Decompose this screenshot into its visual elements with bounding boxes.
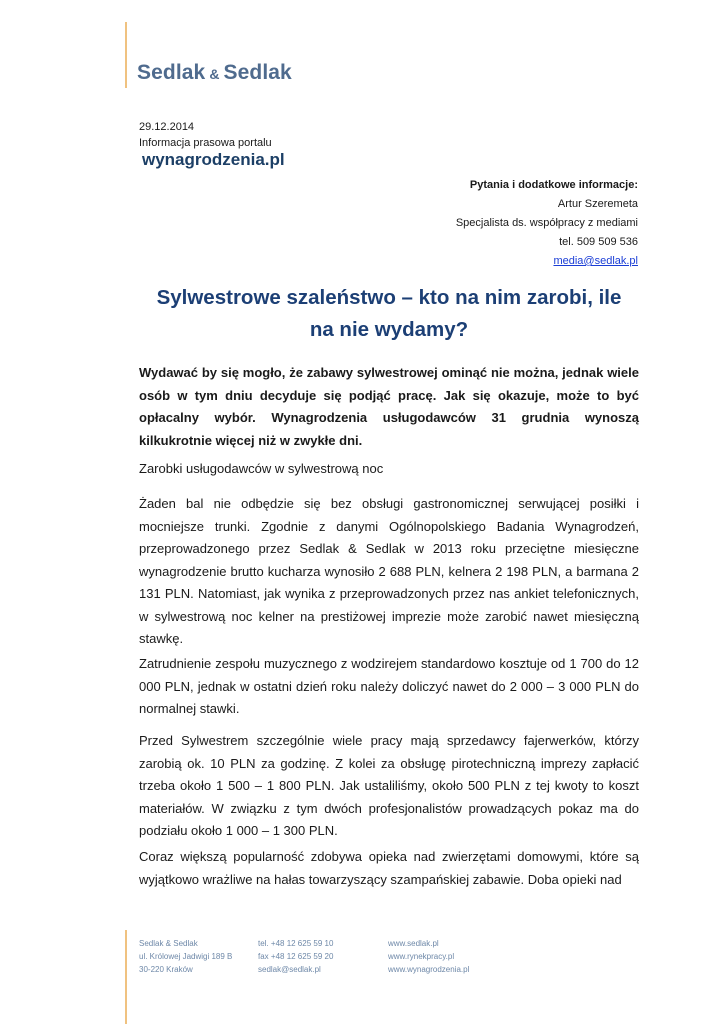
release-date: 29.12.2014 — [139, 121, 195, 133]
article-paragraph: Żaden bal nie odbędzie się bez obsługi gastronomicznej serwującej posiłki i mocniejsze trunki. Zgodnie z danymi Ogólnopolskiego Badania Wynagrodzeń, przeprowadzonego przez Sedlak & Sedlak w 2013 roku przeciętne miesięczne wynagrodzenie brutto kucharza wynosiło 2 688 PLN, kelnera 2 198 PLN, a barmana 2 131 PLN. Natomiast, jak wynika z przeprowadzonych przez nas ankiet telefonicznych, w sylwestrową noc kelner na prestiżowej imprezie może zarobić nawet miesięczną stawkę. — [139, 496, 639, 646]
company-logo — [137, 61, 292, 85]
footer-fax: fax +48 12 625 59 20 — [258, 952, 334, 961]
article-headline — [139, 282, 639, 346]
footer-city: 30-220 Kraków — [139, 965, 193, 974]
contact-email-link[interactable]: media@sedlak.pl — [553, 255, 638, 267]
release-meta — [139, 119, 272, 151]
footer-site-sedlak: www.sedlak.pl — [388, 939, 439, 948]
section-heading: Zarobki usługodawców w sylwestrową noc — [139, 461, 384, 476]
logo-word-left: Sedlak — [137, 61, 206, 84]
footer-company: Sedlak & Sedlak — [139, 939, 198, 948]
contact-block — [456, 176, 638, 271]
footer-websites — [388, 937, 469, 976]
article-paragraph: Coraz większą popularność zdobywa opieka nad zwierzętami domowymi, które są wyjątkowo wrażliwe na hałas towarzyszący szampańskiej zabawie. Doba opieki nad — [139, 849, 639, 887]
footer-street: ul. Królowej Jadwigi 189 B — [139, 952, 233, 961]
portal-logo: wynagrodzenia.pl — [142, 150, 285, 169]
headline-line-1: Sylwestrowe szaleństwo – kto na nim zarobi, ile — [156, 286, 622, 309]
accent-line-bottom — [125, 930, 127, 1024]
footer-address — [139, 937, 232, 976]
contact-role: Specjalista ds. współpracy z mediami — [455, 217, 638, 229]
headline-line-2: na nie wydamy? — [309, 318, 469, 341]
contact-name: Artur Szeremeta — [557, 198, 638, 210]
accent-line-top — [125, 22, 127, 88]
article-paragraph: Przed Sylwestrem szczególnie wiele pracy mają sprzedawcy fajerwerków, którzy zarobią ok. 10 PLN za godzinę. Z kolei za obsługę pirotechniczną imprezy zapłacić trzeba około 1 500 – 1 800 PLN. Jak ustaliliśmy, około 500 PLN z tej kwoty to koszt materiałów. W związku z tym dwóch profesjonalistów prowadzących pokaz ma do podziału około 1 000 – 1 300 PLN. — [139, 733, 639, 838]
footer-site-wynagrodzenia: www.wynagrodzenia.pl — [388, 965, 470, 974]
footer-contact — [258, 937, 333, 976]
contact-phone: tel. 509 509 536 — [559, 236, 638, 248]
logo-ampersand: & — [209, 66, 220, 82]
article-lead: Wydawać by się mogło, że zabawy sylwestrowej ominąć nie można, jednak wiele osób w tym dniu decyduje się podjąć pracę. Jak się okazuje, może to być opłacalny wybór. Wynagrodzenia usługodawców 31 grudnia wynoszą kilkukrotnie więcej niż w zwykłe dni. — [139, 365, 639, 448]
article-paragraph: Zatrudnienie zespołu muzycznego z wodzirejem standardowo kosztuje od 1 700 do 12 000 PLN, jednak w ostatni dzień roku należy doliczyć nawet do 2 000 – 3 000 PLN do normalnej stawki. — [139, 656, 639, 716]
footer-site-rynekpracy: www.rynekpracy.pl — [388, 952, 455, 961]
contact-title: Pytania i dodatkowe informacje: — [469, 179, 638, 191]
footer-tel: tel. +48 12 625 59 10 — [258, 939, 334, 948]
footer-email: sedlak@sedlak.pl — [258, 965, 321, 974]
press-info-label: Informacja prasowa portalu — [139, 137, 272, 149]
logo-word-right: Sedlak — [223, 61, 292, 84]
